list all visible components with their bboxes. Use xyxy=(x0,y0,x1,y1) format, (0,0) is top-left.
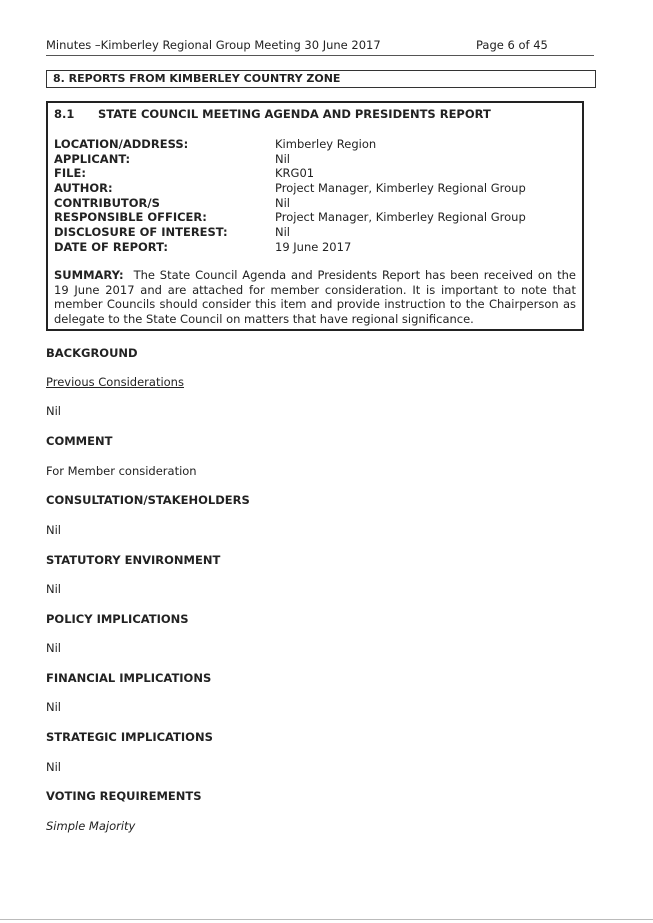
field-row xyxy=(54,210,574,225)
field-label: RESPONSIBLE OFFICER: xyxy=(54,210,207,225)
field-value: 19 June 2017 xyxy=(275,239,352,254)
statutory-heading: STATUTORY ENVIRONMENT xyxy=(46,553,221,567)
background-heading: BACKGROUND xyxy=(46,346,138,360)
field-row xyxy=(54,225,574,240)
comment-heading: COMMENT xyxy=(46,434,113,448)
financial-heading: FINANCIAL IMPLICATIONS xyxy=(46,671,212,685)
strategic-text: Nil xyxy=(46,760,61,774)
strategic-heading: STRATEGIC IMPLICATIONS xyxy=(46,730,213,744)
field-label: APPLICANT: xyxy=(54,151,131,166)
policy-heading: POLICY IMPLICATIONS xyxy=(46,612,189,626)
item-fields xyxy=(54,137,574,255)
field-row xyxy=(54,181,574,196)
policy-text: Nil xyxy=(46,641,61,655)
page-header xyxy=(46,38,594,56)
page-bottom-rule xyxy=(0,919,653,920)
field-label: CONTRIBUTOR/S xyxy=(54,195,160,210)
field-value: Nil xyxy=(275,151,290,166)
field-label: FILE: xyxy=(54,166,86,181)
header-title: Minutes –Kimberley Regional Group Meeting 30 June 2017 xyxy=(46,38,381,52)
field-value: Project Manager, Kimberley Regional Group xyxy=(275,181,526,196)
consultation-heading: CONSULTATION/STAKEHOLDERS xyxy=(46,493,250,507)
item-summary-box xyxy=(46,101,584,331)
item-number: 8.1 xyxy=(54,107,75,121)
field-value: Kimberley Region xyxy=(275,137,377,151)
background-text: Nil xyxy=(46,404,61,418)
field-row xyxy=(54,240,574,255)
summary-label: SUMMARY: xyxy=(54,268,124,282)
item-title xyxy=(54,107,491,121)
page-number: Page 6 of 45 xyxy=(476,38,548,52)
field-label: AUTHOR: xyxy=(54,181,113,196)
financial-text: Nil xyxy=(46,700,61,714)
field-row xyxy=(54,137,574,152)
voting-text: Simple Majority xyxy=(46,819,136,833)
field-row xyxy=(54,196,574,211)
field-value: Project Manager, Kimberley Regional Group xyxy=(275,210,526,225)
field-value: Nil xyxy=(275,195,290,210)
field-value: KRG01 xyxy=(275,166,315,181)
field-label: LOCATION/ADDRESS: xyxy=(54,137,189,151)
field-value: Nil xyxy=(275,225,290,240)
field-label: DATE OF REPORT: xyxy=(54,239,168,254)
consultation-text: Nil xyxy=(46,523,61,537)
field-label: DISCLOSURE OF INTEREST: xyxy=(54,225,228,240)
section-heading: 8. REPORTS FROM KIMBERLEY COUNTRY ZONE xyxy=(46,70,596,88)
item-title-text: STATE COUNCIL MEETING AGENDA AND PRESIDENTS REPORT xyxy=(98,107,491,121)
comment-text: For Member consideration xyxy=(46,464,197,478)
field-row xyxy=(54,166,574,181)
summary-text: The State Council Agenda and Presidents Report has been received on the 19 June 2017 and are attached for member consideration. It is important to note that member Councils should consider this item and provide instruction to the Chairperson as delegate to the State Council on matters that have regional significance. xyxy=(54,268,576,326)
voting-heading: VOTING REQUIREMENTS xyxy=(46,789,202,803)
summary xyxy=(54,268,576,326)
field-row xyxy=(54,152,574,167)
statutory-text: Nil xyxy=(46,582,61,596)
previous-considerations-heading: Previous Considerations xyxy=(46,375,184,389)
